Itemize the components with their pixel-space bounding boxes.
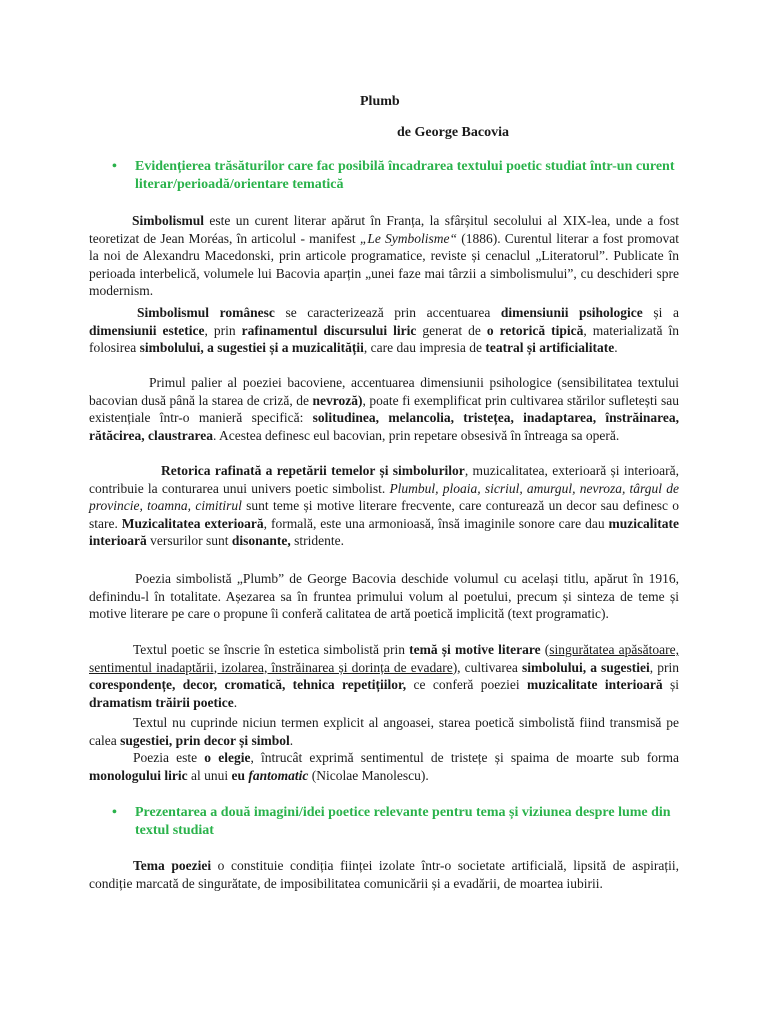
paragraph-angoasa	[89, 714, 679, 749]
bullet-icon: •	[112, 805, 117, 820]
text-run: .	[614, 340, 618, 355]
text-run: Textul poetic se înscrie în estetica simbolistă prin	[133, 642, 410, 657]
paragraph-poezia-simbolista	[89, 570, 679, 623]
italic-run: Plumbul, ploaia, sicriul, amurgul, nevroza, târgul de provincie, toamna, cimitirul	[89, 480, 679, 513]
text-run: , întrucât exprimă sentimentul de tristețe și spaima de moarte sub forma	[250, 750, 679, 765]
paragraph-elegie	[89, 749, 679, 784]
section-heading-1-text: Evidențierea trăsăturilor care fac posibilă încadrarea textului poetic studiat într-un curent literar/perioadă/orientare tematică	[135, 159, 675, 192]
paragraph-retorica	[89, 462, 679, 550]
bold-run: dramatism trăirii poetice	[89, 694, 234, 710]
text-run: versurilor sunt	[146, 533, 232, 548]
underlined-run: singurătatea apăsătoare, sentimentul inadaptării, izolarea, înstrăinarea și dorința de evadare	[89, 642, 679, 675]
bold-run: o elegie	[204, 750, 251, 765]
poem-title: Plumb	[360, 94, 400, 109]
bold-run: dimensiunii estetice	[89, 322, 205, 338]
text-run: sunt teme și motive literare frecvente, care conturează un decor sau definesc o stare.	[89, 498, 679, 531]
paragraph-primul-palier	[89, 374, 679, 444]
paragraph-tema-poeziei	[89, 857, 679, 892]
bold-run: simbolului, a sugestiei	[521, 659, 650, 675]
bold-run: disonante,	[231, 533, 291, 548]
bold-run: muzicalitate interioară	[89, 515, 680, 548]
bold-run: nevroză)	[312, 392, 363, 408]
text-run: o constituie condiția ființei izolate într-o societate artificială, lipsită de aspirații, condiție marcată de singurătate, de imposibilitatea comunicării și a evadării, de moartea iubirii.	[89, 858, 679, 891]
term-simbolismul: Simbolismul	[132, 213, 205, 228]
bold-run: Tema poeziei	[133, 858, 212, 873]
text-run: ), cultivarea	[452, 659, 522, 675]
bold-run: solitudinea, melancolia, tristețea, inadaptarea, înstrăinarea, rătăcirea, claustrarea	[89, 410, 679, 443]
text-run: al unui	[187, 767, 232, 783]
text-run: și	[662, 677, 679, 692]
bold-run: eu	[231, 767, 246, 783]
text-run: (	[540, 642, 550, 657]
article-title: „Le Symbolisme“	[359, 230, 458, 246]
poem-author: de George Bacovia	[397, 125, 509, 140]
bullet-icon: •	[112, 159, 117, 174]
text-run: .	[289, 732, 294, 748]
bold-run: Muzicalitatea exterioară	[121, 515, 264, 531]
bold-run: muzicalitate interioară	[527, 677, 663, 692]
bold-run: simbolului, a sugestiei și a muzicalității	[139, 340, 364, 355]
bold-run: rafinamentul discursului liric	[241, 322, 417, 338]
section-heading-1	[112, 158, 687, 193]
text-run: .	[233, 694, 238, 710]
bold-run: Simbolismul românesc	[137, 305, 275, 320]
text-run: , poate fi exemplificat prin cultivarea stărilor sufletești sau existențiale într-o manieră specifică:	[89, 392, 679, 425]
text-run: , prin	[649, 659, 679, 675]
bold-run: sugestiei, prin decor și simbol	[120, 732, 290, 748]
text-run: și a	[642, 305, 679, 320]
text-run: , muzicalitatea, exterioară și interioară, contribuie la conturarea unui univers poetic simbolist.	[89, 463, 679, 496]
bold-run: corespondențe, decor, cromatică, tehnica repetițiilor,	[89, 677, 407, 692]
bold-run: o retorică tipică	[486, 322, 584, 338]
text-run: ce conferă poeziei	[406, 677, 528, 692]
bold-run: temă și motive literare	[409, 642, 541, 657]
text-run: stridente.	[290, 533, 345, 548]
bold-run: Retorica rafinată a repetării temelor și simbolurilor	[161, 463, 465, 478]
bold-italic-run: fantomatic	[248, 767, 309, 783]
bold-run: teatral și artificialitate	[485, 340, 615, 355]
paragraph-simbolismul-romanesc	[89, 304, 679, 357]
text-run: , materializată în folosirea	[89, 322, 679, 355]
text-run: Textul nu cuprinde niciun termen explicit al angoasei, starea poetică simbolistă fiind transmisă pe calea	[89, 715, 679, 748]
text-run: . Acestea definesc eul bacovian, prin repetare obsesivă în întreaga sa operă.	[212, 427, 620, 443]
text-run: (1886). Curentul literar a fost promovat la noi de Alexandru Macedonski, prin articole programatice, reviste și cenaclul „Literatorul”. Publicate în perioada interbelică, volumele lui Bacovia aparțin „unei faze mai târzii a simbolismului”, cu deschideri spre modernism.	[89, 230, 679, 298]
text-run: , prin	[204, 322, 242, 338]
section-heading-2-text: Prezentarea a două imagini/idei poetice relevante pentru tema și viziunea despre lume din textul studiat	[135, 805, 671, 838]
text-run: (Nicolae Manolescu).	[308, 767, 429, 783]
text-run: Primul palier al poeziei bacoviene, accentuarea dimensiunii psihologice (sensibilitatea textului bacovian dusă până la starea de criză, de	[89, 375, 679, 408]
text-run: Poezia simbolistă „Plumb” de George Bacovia deschide volumul cu același titlu, apărut în 1916, definindu-l în totalitate. Așezarea sa în fruntea primului volum al poetului, precum și sinteza de teme și motive literare pe care o propune îi conferă calitatea de artă poetică implicită (text programatic).	[89, 571, 679, 621]
bold-run: dimensiunii psihologice	[500, 305, 643, 320]
bold-run: monologului liric	[89, 767, 188, 783]
text-run: Poezia este	[133, 750, 205, 765]
text-run: , care dau impresia de	[363, 340, 486, 355]
text-run: se caracterizează prin accentuarea	[274, 305, 501, 320]
text-run: generat de	[416, 322, 487, 338]
paragraph-textul-poetic	[89, 641, 679, 711]
section-heading-2	[112, 804, 687, 839]
text-run: , formală, este una armonioasă, însă imaginile sonore care dau	[263, 515, 609, 531]
text-run: este un curent literar apărut în Franța, la sfârșitul secolului al XIX-lea, unde a fost teoretizat de Jean Moréas, în articolul - manifest	[89, 213, 679, 246]
paragraph-simbolismul	[89, 212, 679, 300]
